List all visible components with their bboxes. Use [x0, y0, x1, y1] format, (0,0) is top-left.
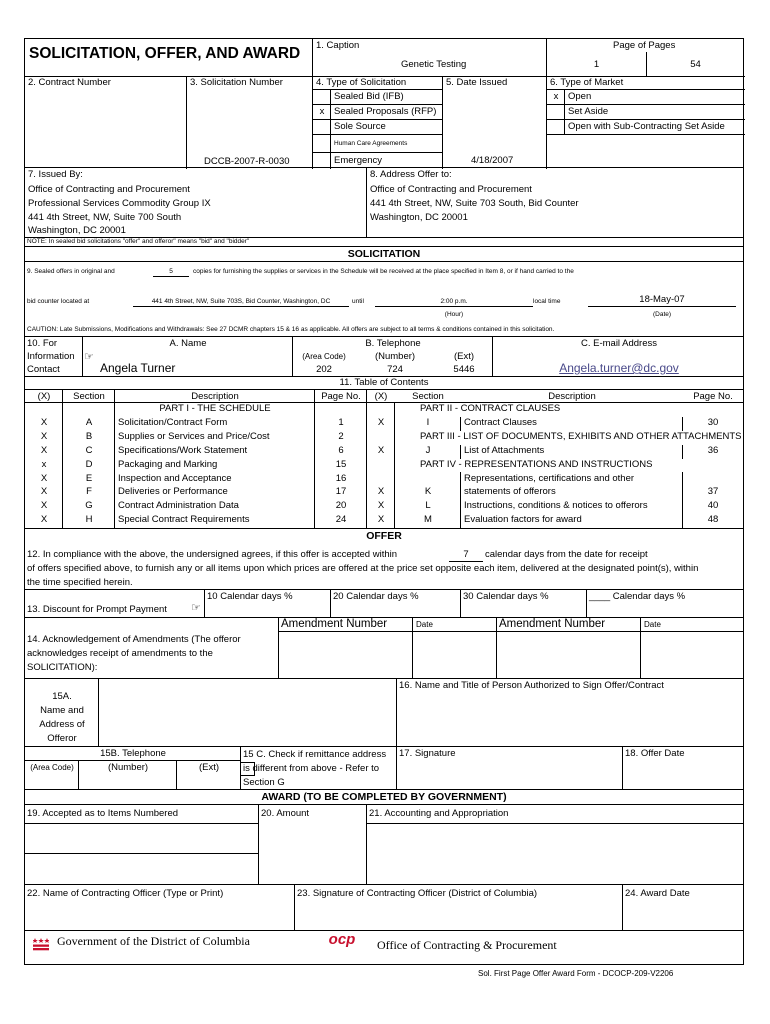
solicitation-type-label: 4. Type of Solicitation	[316, 77, 407, 88]
page-current: 1	[593, 59, 600, 70]
discount-label: 13. Discount for Prompt Payment	[27, 604, 167, 615]
header-section	[24, 38, 744, 168]
issued-by-cell	[25, 168, 367, 237]
accepted-items-label: 19. Accepted as to Items Numbered	[27, 808, 179, 819]
toc-section-letter: H	[85, 514, 93, 526]
local-time-label: local time	[533, 298, 561, 305]
contact-email-label: C. E-mail Address	[580, 338, 658, 349]
officer-signature-cell[interactable]	[295, 885, 623, 930]
note-row	[24, 238, 744, 247]
toc-section-letter: K	[424, 486, 432, 498]
accounting-label: 21. Accounting and Appropriation	[369, 808, 509, 819]
offer-heading-row	[24, 529, 744, 543]
rule	[547, 119, 745, 120]
page-total: 54	[690, 59, 701, 70]
ocp-logo-icon	[327, 929, 357, 949]
date-issued: 4/18/2007	[471, 155, 514, 166]
open-checkbox[interactable]: x	[553, 91, 559, 102]
toc-page-number: 40	[707, 500, 719, 512]
toc-description: Evaluation factors for award	[464, 514, 582, 526]
toc-section-letter: E	[85, 472, 93, 484]
toc-page-number: 16	[335, 472, 347, 484]
rule	[313, 134, 443, 135]
contact-phone-label: B. Telephone	[365, 338, 421, 349]
discount-other-label: ____ Calendar days %	[589, 591, 686, 602]
area-code: 202	[316, 364, 332, 375]
toc-col-section: Section	[73, 391, 105, 402]
rule	[547, 89, 745, 90]
contract-number-cell	[25, 77, 187, 169]
offer-terms-text: the time specified herein.	[27, 577, 133, 588]
ext-label: (Ext)	[453, 351, 475, 362]
accounting-cell[interactable]	[367, 805, 743, 884]
form-title: SOLICITATION, OFFER, AND AWARD	[29, 45, 301, 62]
remittance-cell	[241, 747, 397, 789]
rule	[25, 823, 259, 824]
officer-name-label: 22. Name of Contracting Officer (Type or Print)	[27, 888, 224, 899]
discount-30-cell[interactable]	[461, 590, 587, 617]
toc-section-letter: F	[86, 486, 92, 498]
emergency-label: Emergency	[334, 155, 383, 166]
rule	[313, 152, 443, 153]
signature-label: 17. Signature	[399, 748, 456, 759]
toc-col-page: Page No.	[321, 391, 361, 402]
form-id-row	[24, 965, 744, 981]
toc-description: Contract Clauses	[464, 416, 537, 428]
copies-text: copies for furnishing the supplies or services in the Schedule will be received at the place specified in Item 8, or if hand carried to the	[193, 268, 574, 275]
toc-check[interactable]: X	[377, 486, 385, 498]
issued-by-line: Washington, DC 20001	[28, 225, 126, 236]
toc-section-letter: D	[85, 458, 93, 470]
market-type-label: 6. Type of Market	[550, 77, 624, 88]
toc-check[interactable]: X	[40, 416, 48, 428]
award-heading: AWARD (TO BE COMPLETED BY GOVERNMENT)	[25, 791, 743, 804]
contact-email-link[interactable]: Angela.turner@dc.gov	[559, 361, 679, 375]
toc-section-letter: L	[425, 500, 431, 512]
toc-description: Deliveries or Performance	[118, 486, 228, 498]
hour-label: (Hour)	[444, 311, 464, 318]
rule	[313, 89, 443, 90]
discount-10-cell[interactable]	[205, 590, 331, 617]
amendment-number-field[interactable]	[279, 632, 413, 678]
officer-name-cell[interactable]	[25, 885, 295, 930]
toc-col-description: Description	[191, 391, 239, 402]
toc-section-letter: I	[426, 416, 430, 428]
toc-page-number: 48	[707, 514, 719, 526]
page-of-pages-label: Page of Pages	[613, 40, 676, 51]
toc-description: Special Contract Requirements	[118, 514, 250, 526]
toc-section-letter: J	[425, 444, 431, 456]
toc-description: Representations, certifications and other	[464, 472, 635, 484]
date-label: (Date)	[652, 311, 672, 318]
toc-check[interactable]: X	[377, 514, 385, 526]
for-info-label: Contact	[27, 364, 60, 375]
address-offer-line: Office of Contracting and Procurement	[370, 184, 532, 195]
toc-page-number: 24	[335, 514, 347, 526]
discount-label-cell	[25, 590, 205, 617]
offer-date-cell[interactable]	[623, 747, 743, 789]
amendment-date-cell	[413, 618, 497, 632]
amount-cell[interactable]	[259, 805, 367, 884]
toc-part-heading: PART I - THE SCHEDULE	[159, 403, 271, 414]
phone-ext: 5446	[453, 364, 475, 375]
sealed-offers-text: 9. Sealed offers in original and	[27, 268, 115, 275]
dc-government-text: Government of the District of Columbia	[57, 934, 250, 948]
open-sub-contracting-label: Open with Sub-Contracting Set Aside	[568, 121, 725, 132]
amendment-number-label: Amendment Number	[281, 618, 388, 630]
toc-page-number: 17	[335, 486, 347, 498]
solicitation-heading: SOLICITATION	[25, 248, 743, 261]
contact-section	[24, 337, 744, 377]
officer-signature-label: 23. Signature of Contracting Officer (District of Columbia)	[297, 888, 538, 899]
rule	[547, 134, 745, 135]
bid-counter-location[interactable]: 441 4th Street, NW, Suite 703S, Bid Counter, Washington, DC	[133, 298, 349, 307]
toc-heading: 11. Table of Contents	[339, 377, 429, 388]
sealed-bid-note: NOTE: In sealed bid solicitations "offer" and offeror" means "bid" and "bidder"	[27, 238, 250, 245]
offeror-label: Offeror	[47, 733, 77, 744]
amendment-date-field[interactable]	[413, 632, 497, 678]
toc-description: Solicitation/Contract Form	[118, 416, 228, 428]
offer-heading: OFFER	[25, 530, 743, 543]
bid-counter-label: bid counter located at	[27, 298, 90, 305]
toc-page-number: 6	[338, 444, 344, 456]
offer-terms	[24, 543, 744, 590]
open-label: Open	[568, 91, 592, 102]
contract-number-label: 2. Contract Number	[28, 77, 111, 88]
pointing-hand-icon: ☞	[84, 351, 94, 363]
offer-date-label: 18. Offer Date	[625, 748, 685, 759]
amount-label: 20. Amount	[261, 808, 310, 819]
accepted-items-cell[interactable]	[25, 805, 259, 884]
toc-page-number: 2	[338, 430, 344, 442]
pointing-hand-icon: ☞	[191, 602, 201, 614]
area-code-label: (Area Code)	[30, 763, 74, 772]
amendment-date-label: Date	[416, 620, 433, 629]
solicitation-heading-row	[24, 247, 744, 262]
amendments-label: acknowledges receipt of amendments to the	[27, 648, 213, 659]
toc-check[interactable]: X	[40, 514, 48, 526]
toc-col-section: Section	[412, 391, 444, 402]
toc-page-number: 1	[338, 416, 344, 428]
award-accounting-row	[24, 805, 744, 885]
toc-description: Contract Administration Data	[118, 500, 239, 512]
amendments-label: 14. Acknowledgement of Amendments (The offeror	[27, 634, 241, 645]
address-offer-line: 441 4th Street, NW, Suite 703 South, Bid Counter	[370, 198, 579, 209]
issued-by-line: 441 4th Street, NW, Suite 700 South	[28, 212, 182, 223]
date-issued-label: 5. Date Issued	[446, 77, 508, 88]
amendment-date-cell	[641, 618, 743, 632]
toc-col-x: (X)	[37, 391, 51, 402]
toc-col-page: Page No.	[693, 391, 733, 402]
area-code-label: (Area Code)	[302, 352, 346, 361]
toc-table	[24, 390, 744, 529]
due-date[interactable]: 18-May-07	[588, 294, 736, 307]
offer-terms-text: of offers specified above, to furnish any or all items upon which prices are offered at the price set opposite each item, delivered at the designated point(s), within	[27, 563, 699, 574]
copies-value[interactable]: 5	[153, 268, 189, 277]
offeror-label: Address of	[39, 719, 85, 730]
telephone-signature-row	[24, 747, 744, 790]
offer-terms-text: calendar days from the date for receipt	[485, 549, 648, 560]
toc-section-letter: A	[85, 416, 93, 428]
remittance-checkbox[interactable]	[241, 762, 255, 776]
human-care-label: Human Care Agreements	[334, 140, 408, 147]
amendment-date-label: Date	[644, 620, 661, 629]
authorized-person-label: 16. Name and Title of Person Authorized to Sign Offer/Contract	[399, 680, 664, 691]
address-offer-line: Washington, DC 20001	[370, 212, 468, 223]
toc-page-number: 15	[335, 458, 347, 470]
contact-email-cell	[493, 337, 745, 376]
offer-days[interactable]: 7	[449, 549, 483, 562]
toc-col-description: Description	[548, 391, 596, 402]
remittance-label: is different from above - Refer to	[243, 763, 380, 774]
solicitation-number: DCCB-2007-R-0030	[204, 156, 290, 167]
toc-check[interactable]: X	[377, 416, 385, 428]
toc-part-heading: PART II - CONTRACT CLAUSES	[420, 403, 561, 414]
solicitation-form	[24, 38, 744, 981]
sealed-proposals-label: Sealed Proposals (RFP)	[334, 106, 437, 117]
toc-check[interactable]: X	[40, 472, 48, 484]
toc-section-letter: M	[424, 514, 432, 526]
sealed-bid-label: Sealed Bid (IFB)	[334, 91, 404, 102]
form-id: Sol. First Page Offer Award Form - DCOCP-209-V2206	[478, 969, 674, 978]
toc-page-number: 20	[335, 500, 347, 512]
for-info-label: 10. For	[27, 338, 58, 349]
rule	[25, 853, 259, 854]
issued-by-label: 7. Issued By:	[28, 169, 83, 180]
amendment-number-cell	[497, 618, 641, 632]
award-heading-row	[24, 790, 744, 805]
remittance-label: 15 C. Check if remittance address	[243, 749, 387, 760]
offeror-label-cell	[25, 679, 99, 746]
due-time[interactable]: 2:00 p.m.	[375, 298, 533, 307]
amendment-number-label: Amendment Number	[499, 618, 606, 630]
toc-check[interactable]: X	[377, 500, 385, 512]
for-info-cell	[25, 337, 94, 376]
issued-by-line: Office of Contracting and Procurement	[28, 184, 190, 195]
checkbox-column	[313, 89, 331, 169]
award-date-cell[interactable]	[623, 885, 743, 930]
footer-row	[24, 931, 744, 965]
address-offer-cell	[367, 168, 745, 237]
toc-description: statements of offerors	[464, 486, 556, 498]
ocp-text: Office of Contracting & Procurement	[377, 938, 557, 952]
rule	[313, 119, 443, 120]
solicitation-body	[24, 262, 744, 337]
toc-description: Packaging and Marking	[118, 458, 218, 470]
toc-col-x: (X)	[374, 391, 388, 402]
caption-cell	[313, 39, 547, 77]
discount-10-label: 10 Calendar days %	[207, 591, 293, 602]
set-aside-label: Set Aside	[568, 106, 609, 117]
caption-value: Genetic Testing	[401, 59, 467, 70]
number-label: (Number)	[374, 351, 416, 362]
page-of-pages-cell	[547, 39, 745, 77]
discount-20-cell[interactable]	[331, 590, 461, 617]
toc-check[interactable]: X	[40, 486, 48, 498]
solicitation-number-label: 3. Solicitation Number	[190, 77, 283, 88]
remittance-label: Section G	[243, 777, 285, 788]
solicitation-number-cell	[187, 77, 313, 169]
caution-text: CAUTION: Late Submissions, Modifications and Withdrawals: See 27 DCMR chapters 15 & 16 as applicable. All offers are subject to all terms & conditions contained in this solicitation.	[27, 326, 555, 333]
dc-flag-icon	[33, 937, 49, 951]
toc-section-letter: C	[85, 444, 93, 456]
contact-name-cell	[83, 337, 293, 376]
toc-check[interactable]: X	[377, 444, 385, 456]
toc-description: Inspection and Acceptance	[118, 472, 232, 484]
toc-section-letter: B	[85, 430, 93, 442]
contact-name: Angela Turner	[100, 361, 176, 375]
offeror-row	[24, 679, 744, 747]
toc-check[interactable]: X	[40, 430, 48, 442]
date-issued-cell	[443, 77, 547, 169]
offeror-telephone-cell	[25, 747, 241, 789]
title-cell	[25, 39, 313, 77]
award-date-label: 24. Award Date	[625, 888, 690, 899]
toc-page-number: 37	[707, 486, 719, 498]
discount-30-label: 30 Calendar days %	[463, 591, 549, 602]
discount-row	[24, 590, 744, 618]
officer-row	[24, 885, 744, 931]
toc-page-number: 30	[707, 416, 719, 428]
rule	[367, 823, 743, 824]
offer-terms-text: 12. In compliance with the above, the undersigned agrees, if this offer is accepted within	[27, 549, 398, 560]
amendments-label: SOLICITATION):	[27, 662, 98, 673]
toc-check[interactable]: x	[41, 458, 47, 470]
offeror-telephone-label: 15B. Telephone	[100, 748, 166, 759]
for-info-label: Information	[27, 351, 75, 362]
contact-name-label: A. Name	[169, 338, 207, 349]
number-label: (Number)	[107, 762, 149, 773]
toc-description: List of Attachments	[464, 444, 545, 456]
toc-description: Specifications/Work Statement	[118, 444, 248, 456]
toc-check[interactable]: X	[40, 500, 48, 512]
phone-number: 724	[387, 364, 403, 375]
issued-section	[24, 168, 744, 238]
discount-other-cell[interactable]	[587, 590, 743, 617]
sole-source-label: Sole Source	[334, 121, 386, 132]
toc-heading-row	[24, 377, 744, 390]
signature-cell[interactable]	[397, 747, 623, 789]
sealed-proposals-checkbox[interactable]: x	[319, 106, 325, 117]
svg-text:ocp: ocp	[328, 931, 356, 948]
amendments-row	[24, 618, 744, 679]
toc-section-letter: G	[85, 500, 93, 512]
discount-20-label: 20 Calendar days %	[333, 591, 419, 602]
offeror-address-field[interactable]	[99, 679, 397, 746]
toc-part-heading: PART IV - REPRESENTATIONS AND INSTRUCTIONS	[420, 458, 653, 470]
rule	[547, 104, 745, 105]
rule	[313, 104, 443, 105]
address-offer-label: 8. Address Offer to:	[370, 169, 452, 180]
market-type-cell	[547, 77, 745, 169]
toc-part-heading: PART III - LIST OF DOCUMENTS, EXHIBITS AND OTHER ATTACHMENTS	[420, 430, 742, 442]
offeror-label: Name and	[40, 705, 84, 716]
until-label: until	[352, 298, 364, 305]
ext-label: (Ext)	[198, 762, 220, 773]
toc-check[interactable]: X	[40, 444, 48, 456]
offeror-label: 15A.	[52, 691, 72, 702]
toc-description: Instructions, conditions & notices to offerors	[464, 500, 648, 512]
amendment-number-cell	[279, 618, 413, 632]
amendments-label-cell	[25, 618, 279, 678]
solicitation-type-cell	[313, 77, 443, 169]
authorized-person-cell[interactable]	[397, 679, 743, 746]
toc-description: Supplies or Services and Price/Cost	[118, 430, 270, 442]
contact-phone-cell	[293, 337, 493, 376]
toc-page-number: 36	[707, 444, 719, 456]
caption-label: 1. Caption	[316, 40, 360, 51]
issued-by-line: Professional Services Commodity Group IX	[28, 198, 211, 209]
amendment-number-field[interactable]	[497, 632, 641, 678]
